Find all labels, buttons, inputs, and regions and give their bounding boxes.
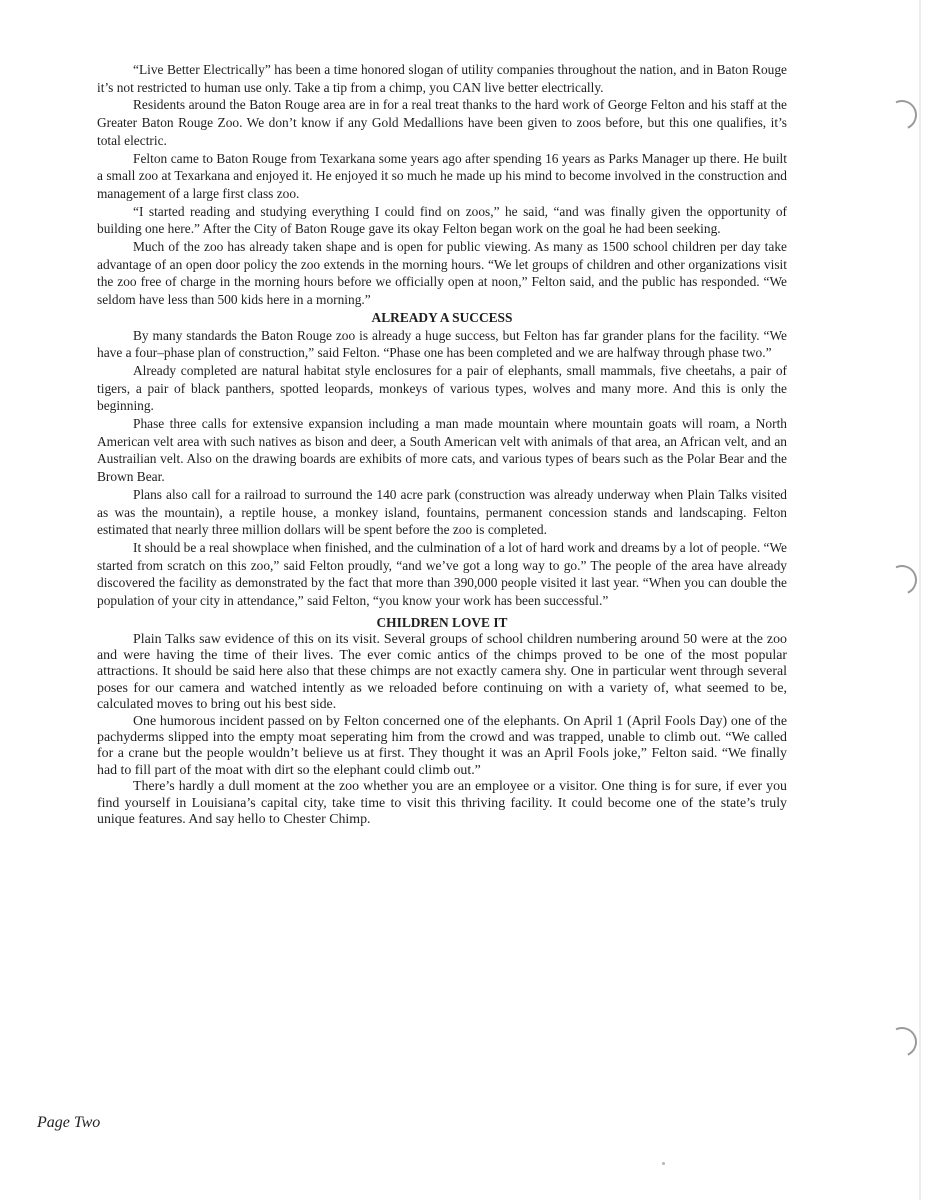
paragraph: “I started reading and studying everything I could find on zoos,” he said, “and was finally given the opportunity of building one here.” After the City of Baton Rouge gave its okay Felton began work on the goal he had been seeking.	[97, 203, 787, 237]
paragraph: Already completed are natural habitat style enclosures for a pair of elephants, small mammals, five cheetahs, a pair of tigers, a pair of black panthers, spotted leopards, monkeys of various types, wolves and many more. And this is only the beginning.	[97, 362, 787, 414]
page-number-label: Page Two	[37, 1114, 101, 1131]
paragraph: There’s hardly a dull moment at the zoo whether you are an employee or a visitor. One thing is for sure, if ever you find yourself in Louisiana’s capital city, take time to visit this thriving facility. It could become one of the state’s truly unique features. And say hello to Chester Chimp.	[97, 779, 787, 827]
paragraph: “Live Better Electrically” has been a time honored slogan of utility companies throughout the nation, and in Baton Rouge it’s not restricted to human use only. Take a tip from a chimp, you CAN live better electrically.	[97, 62, 787, 95]
page-edge	[919, 0, 921, 1200]
binder-hole-mark	[883, 1023, 921, 1061]
section-heading-already-a-success: ALREADY A SUCCESS	[371, 309, 513, 325]
article-body	[97, 61, 787, 828]
paper-speck	[662, 1162, 665, 1165]
paragraph: One humorous incident passed on by Felton concerned one of the elephants. On April 1 (April Fools Day) one of the pachyderms slipped into the empty moat seperating him from the crowd and was trapped, unable to climb out. “We called for a crane but the people wouldn’t believe us at first. They thought it was an April Fools joke,” Felton said. “We finally had to fill part of the moat with dirt so the elephant could climb out.”	[97, 713, 787, 778]
paragraph: Phase three calls for extensive expansion including a man made mountain where mountain goats will roam, a North American velt area with such natives as bison and deer, a South American velt with animals of that area, an African velt, and an Austrailian velt. Also on the drawing boards are exhibits of more cats, and various types of bears such as the Polar Bear and the Brown Bear.	[97, 416, 787, 485]
section-heading-children-love-it: CHILDREN LOVE IT	[376, 614, 508, 630]
paragraph: It should be a real showplace when finished, and the culmination of a lot of hard work and dreams by a lot of people. “We started from scratch on this zoo,” said Felton proudly, “and we’ve got a long way to go.” The people of the area have already discovered the facility as demonstrated by the fact that more than 390,000 people visited it last year. “When you can double the population of your city in attendance,” said Felton, “you know your work has been successful.”	[97, 539, 787, 609]
paragraph: By many standards the Baton Rouge zoo is already a huge success, but Felton has far grander plans for the facility. “We have a four–phase plan of construction,” said Felton. “Phase one has been completed and we are halfway through phase two.”	[97, 327, 787, 361]
binder-hole-mark	[883, 96, 921, 134]
paragraph: Plain Talks saw evidence of this on its visit. Several groups of school children numbering around 50 were at the zoo and were having the time of their lives. The ever comic antics of the chimps proved to be one of the most popular attractions. It should be said here also that these chimps are not exactly camera shy. One in particular went through several poses for our camera and watched intently as we reloaded before continuing on with a variety of, what seemed to be, calculated moves to bring out his best side.	[97, 631, 787, 713]
paragraph: Plans also call for a railroad to surround the 140 acre park (construction was already underway when Plain Talks visited as was the mountain), a reptile house, a monkey island, fountains, permanent concession stands and landscaping. Felton estimated that nearly three million dollars will be spent before the zoo is completed.	[97, 486, 787, 538]
paragraph: Residents around the Baton Rouge area are in for a real treat thanks to the hard work of George Felton and his staff at the Greater Baton Rouge Zoo. We don’t know if any Gold Medallions have been given to zoos before, but this one qualifies, it’s total electric.	[97, 97, 787, 148]
paragraph: Much of the zoo has already taken shape and is open for public viewing. As many as 1500 school children per day take advantage of an open door policy the zoo extends in the morning hours. “We let groups of children and other organizations visit the zoo free of charge in the morning hours before we officially open at noon,” Felton said, and the public has responded. “We seldom have less than 500 kids here in a morning.”	[97, 239, 787, 308]
binder-hole-mark	[883, 561, 921, 599]
paragraph: Felton came to Baton Rouge from Texarkana some years ago after spending 16 years as Parks Manager up there. He built a small zoo at Texarkana and enjoyed it. He enjoyed it so much he made up his mind to become involved in the construction and management of a large first class zoo.	[97, 150, 787, 201]
